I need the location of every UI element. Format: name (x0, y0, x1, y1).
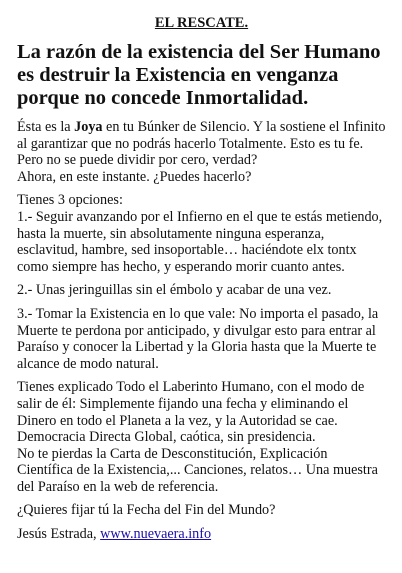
intro-text-after: en tu Búnker de Silencio. Y la sostiene el Infinito al garantizar que no podrás hacerlo Totalmente. Esto es tu fe. (17, 119, 386, 152)
signature (17, 526, 386, 543)
options-paragraph (17, 192, 386, 275)
intro-line-2: Pero no se puede dividir por cero, verdad? (17, 152, 258, 169)
option-1: 1.- Seguir avanzando por el Infierno en el que te estás metiendo, hasta la muerte, sin absolutamente ninguna esperanza, esclavitud, hambre, sed insoportable… haciéndote elx tontx como siempre has hecho, y esperando morir cuanto antes. (17, 208, 383, 275)
website-link[interactable]: www.nuevaera.info (100, 526, 212, 543)
intro-line-3: Ahora, en este instante. ¿Puedes hacerlo? (17, 168, 252, 185)
option-2: 2.- Unas jeringuillas sin el émbolo y acabar de una vez. (17, 282, 332, 299)
author-name: Jesús Estrada, (17, 526, 101, 543)
options-heading: Tienes 3 opciones: (17, 192, 123, 209)
explanation-text-1: Tienes explicado Todo el Laberinto Humano, con el modo de salir de él: Simplemente fijando una fecha y eliminando el Dinero en todo el Planeta a la vez, y la Autoridad se cae. Democracia Directa Global, caótica, sin presidencia. (17, 379, 365, 446)
intro-paragraph (17, 119, 386, 185)
closing-question: ¿Quieres fijar tú la Fecha del Fin del Mundo? (17, 502, 276, 519)
explanation-text-2: No te pierdas la Carta de Desconstitución, Explicación Científica de la Existencia,... Canciones, relatos… Una muestra del Paraíso en la web de referencia. (17, 445, 378, 495)
option-3: 3.- Tomar la Existencia en lo que vale: No importa el pasado, la Muerte te perdona por anticipado, y divulgar esto para entrar al Paraíso y conocer la Libertad y la Gloria hasta que la Muerte te alcance de modo natural. (17, 305, 379, 372)
intro-text-before: Ésta es la (17, 119, 75, 135)
headline: La razón de la existencia del Ser Humano es destruir la Existencia en venganza porque no concede Inmortalidad. (17, 41, 381, 109)
document-title: EL RESCATE. (154, 15, 249, 31)
explanation-paragraph (17, 379, 386, 495)
intro-bold-word: Joya (74, 119, 103, 135)
